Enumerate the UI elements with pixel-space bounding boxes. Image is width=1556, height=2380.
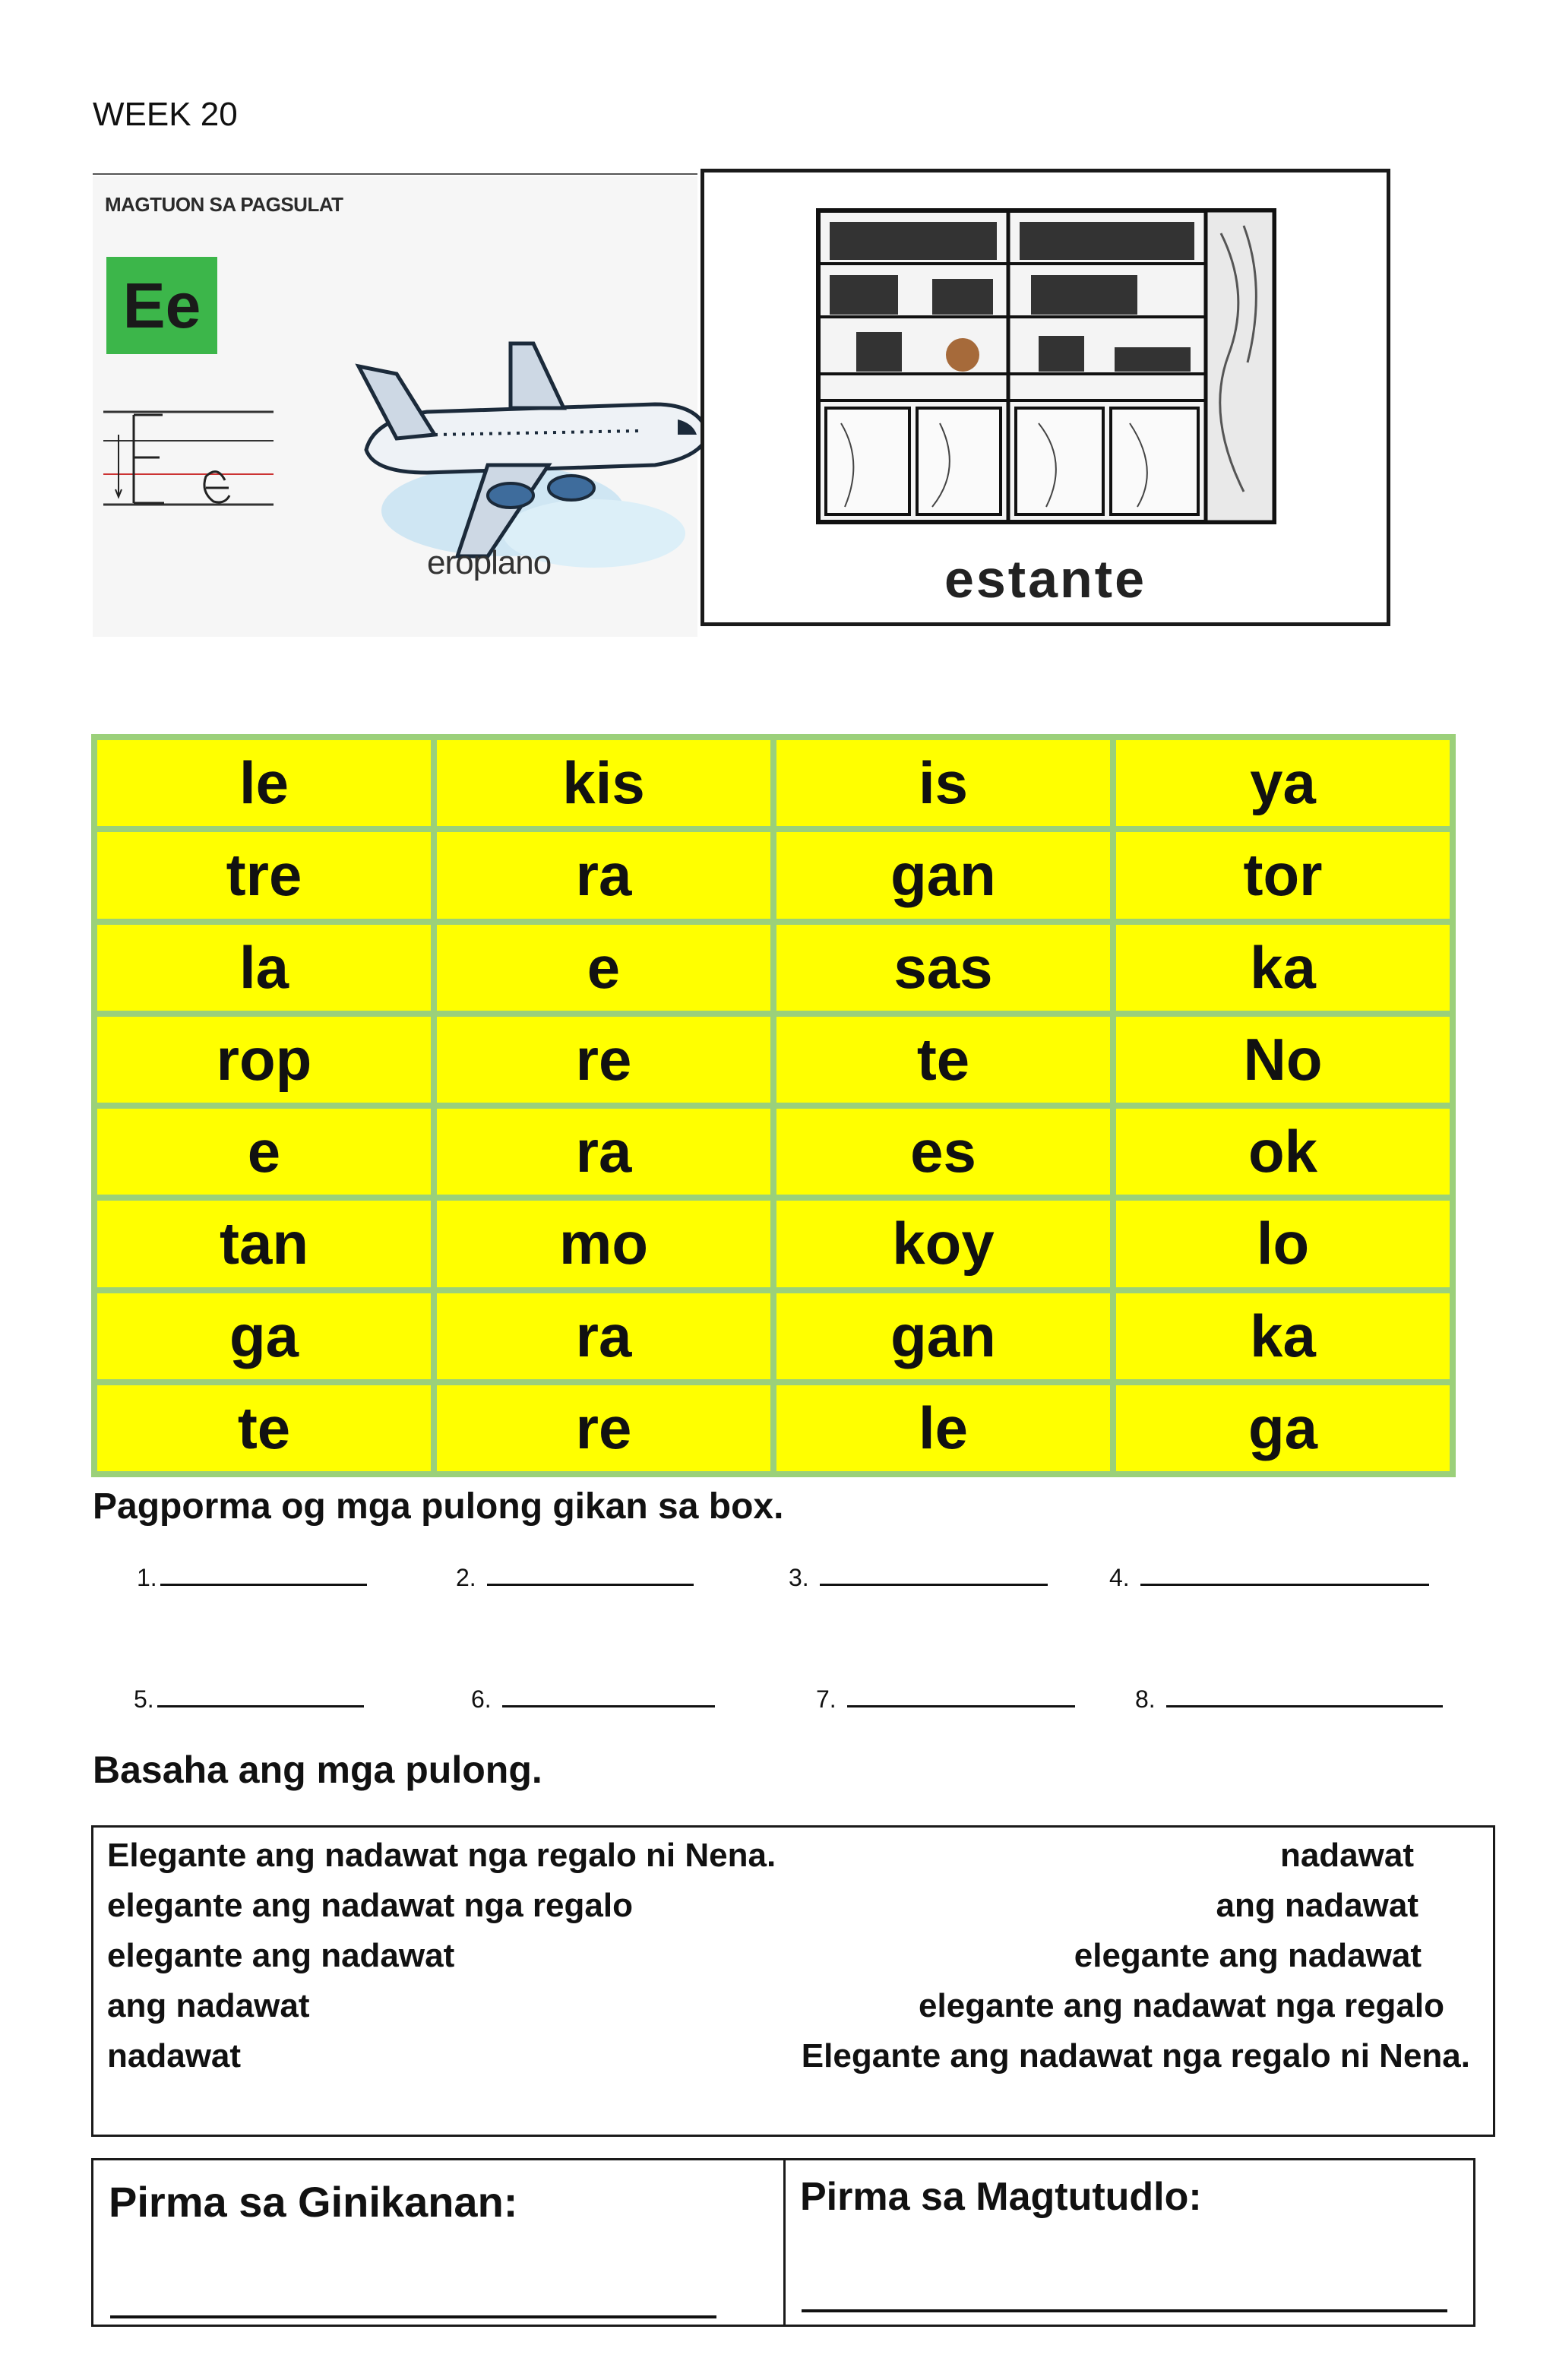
- syllable-cell: No: [1116, 1017, 1450, 1103]
- syllable-cell: e: [97, 1109, 431, 1195]
- column-divider: [783, 2160, 786, 2325]
- blank-number: 5.: [134, 1685, 154, 1713]
- syllable-cell: es: [776, 1109, 1110, 1195]
- reading-line-right: ang nadawat: [1216, 1887, 1418, 1924]
- syllable-cell: le: [776, 1385, 1110, 1471]
- answer-blank-6[interactable]: [471, 1682, 715, 1714]
- blank-number: 4.: [1109, 1564, 1130, 1591]
- syllable-cell: ka: [1116, 1293, 1450, 1379]
- bookshelf-icon: [811, 203, 1282, 530]
- blank-number: 6.: [471, 1685, 492, 1713]
- teacher-signature-label: Pirma sa Magtutudlo:: [800, 2175, 1202, 2219]
- answer-blank-5[interactable]: [134, 1682, 364, 1714]
- syllable-cell: mo: [437, 1201, 770, 1287]
- syllable-cell: lo: [1116, 1201, 1450, 1287]
- syllable-grid: [91, 734, 1456, 1477]
- reading-line-left: elegante ang nadawat: [107, 1937, 455, 1974]
- reading-instruction: Basaha ang mga pulong.: [93, 1749, 542, 1791]
- syllable-cell: tan: [97, 1201, 431, 1287]
- syllable-cell: ka: [1116, 925, 1450, 1011]
- reading-line-left: Elegante ang nadawat nga regalo ni Nena.: [107, 1837, 776, 1874]
- parent-signature-label: Pirma sa Ginikanan:: [109, 2178, 518, 2226]
- reading-line-right: elegante ang nadawat nga regalo: [919, 1987, 1444, 2024]
- syllable-cell: te: [776, 1017, 1110, 1103]
- syllable-cell: gan: [776, 832, 1110, 918]
- reading-line-left: nadawat: [107, 2037, 242, 2075]
- week-label: WEEK 20: [93, 96, 238, 133]
- reading-line-right: elegante ang nadawat: [1074, 1937, 1422, 1974]
- airplane-caption: eroplano: [427, 544, 552, 581]
- syllable-cell: sas: [776, 925, 1110, 1011]
- bookshelf-panel: [701, 169, 1390, 626]
- blank-number: 2.: [456, 1564, 476, 1591]
- writing-panel: [93, 176, 697, 637]
- reading-line-right: Elegante ang nadawat nga regalo ni Nena.: [801, 2037, 1470, 2075]
- answer-blank-3[interactable]: [789, 1561, 1048, 1592]
- syllable-cell: ya: [1116, 740, 1450, 826]
- syllable-cell: re: [437, 1017, 770, 1103]
- letter-tracing-guide: [103, 404, 274, 533]
- syllable-cell: tre: [97, 832, 431, 918]
- syllable-cell: ra: [437, 1293, 770, 1379]
- syllable-cell: ga: [97, 1293, 431, 1379]
- teacher-signature-line[interactable]: [802, 2309, 1447, 2312]
- syllable-cell: tor: [1116, 832, 1450, 918]
- reading-line-right: nadawat: [1279, 1837, 1414, 1874]
- parent-signature-line[interactable]: [110, 2315, 716, 2318]
- answer-blank-2[interactable]: [456, 1561, 694, 1592]
- answer-blank-7[interactable]: [816, 1682, 1075, 1714]
- blank-number: 7.: [816, 1685, 837, 1713]
- reading-box: [91, 1825, 1495, 2137]
- reading-line-left: elegante ang nadawat nga regalo: [107, 1887, 633, 1924]
- answer-blank-8[interactable]: [1135, 1682, 1443, 1714]
- syllable-cell: ga: [1116, 1385, 1450, 1471]
- exercise-instruction: Pagporma og mga pulong gikan sa box.: [93, 1486, 784, 1527]
- syllable-cell: te: [97, 1385, 431, 1471]
- syllable-cell: la: [97, 925, 431, 1011]
- syllable-cell: is: [776, 740, 1110, 826]
- syllable-cell: e: [437, 925, 770, 1011]
- signature-table: [91, 2158, 1475, 2327]
- syllable-cell: ra: [437, 832, 770, 918]
- syllable-cell: koy: [776, 1201, 1110, 1287]
- divider: [93, 173, 697, 175]
- blank-number: 3.: [789, 1564, 809, 1591]
- syllable-cell: kis: [437, 740, 770, 826]
- letter-label: Ee: [122, 270, 201, 341]
- panel-heading: MAGTUON SA PAGSULAT: [105, 193, 343, 216]
- syllable-cell: ra: [437, 1109, 770, 1195]
- syllable-cell: re: [437, 1385, 770, 1471]
- blank-number: 1.: [137, 1564, 157, 1591]
- syllable-cell: gan: [776, 1293, 1110, 1379]
- answer-blank-1[interactable]: [137, 1561, 367, 1592]
- syllable-cell: le: [97, 740, 431, 826]
- answer-blank-4[interactable]: [1109, 1561, 1429, 1592]
- syllable-cell: rop: [97, 1017, 431, 1103]
- bookshelf-caption: estante: [944, 549, 1147, 609]
- syllable-cell: ok: [1116, 1109, 1450, 1195]
- blank-number: 8.: [1135, 1685, 1156, 1713]
- reading-line-left: ang nadawat: [107, 1987, 310, 2024]
- letter-card: [106, 257, 217, 354]
